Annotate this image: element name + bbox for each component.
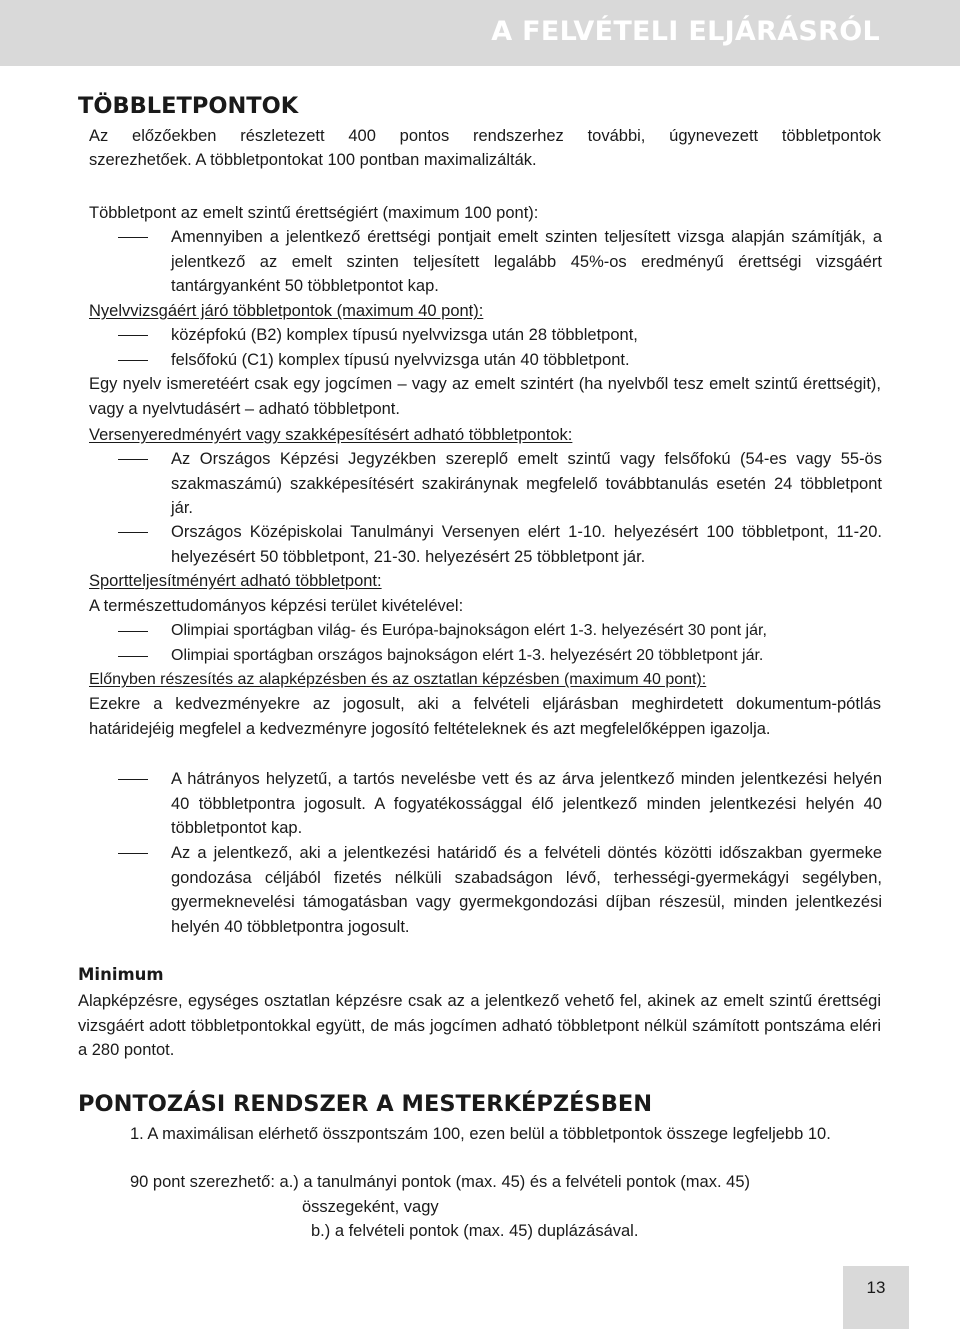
intro-line-1: Az előzőekben részletezett 400 pontos rendszerhez további, úgynevezett többletpontok [89, 127, 881, 145]
minimum-text: Alapképzésre, egységes osztatlan képzésre csak az a jelentkező vehető fel, akinek az emelt szintű érettségi vizsgáért adott többletpontokkal együtt, de más jogcímen adható többletpont nélkül számított pontszáma eléri a 280 pontot. [78, 992, 881, 1060]
mester-line-b: b.) a felvételi pontok (max. 45) duplázásával. [311, 1222, 639, 1240]
page-number-box [843, 1266, 909, 1329]
dash-bullet [118, 532, 148, 533]
verseny-title: Versenyeredményért vagy szakképesítésért adható többletpontok: [89, 426, 573, 444]
elonyben-item-2: Az a jelentkező, aki a jelentkezési határidő és a felvételi döntés közötti időszakban gyermeke gondozása céljából fizetés nélküli szabadságon lévő, terhességi-gyermekágyi segélyben, gyermeknevelési támogatásban vagy gyermekgondozási díjban részesül, minden jelentkezési helyén 40 többletpontra jogosult. [171, 844, 882, 936]
dash-bullet [118, 656, 148, 657]
dash-bullet [118, 459, 148, 460]
dash-bullet [118, 853, 148, 854]
heading-minimum: Minimum [78, 965, 164, 984]
nyelv-note: Egy nyelv ismeretéért csak egy jogcímen – vagy az emelt szintért (ha nyelvből tesz emelt szintű érettségit), vagy a nyelvtudásért – adható többletpont. [89, 375, 881, 418]
elonyben-item-1: A hátrányos helyzetű, a tartós nevelésbe vett és az árva jelentkező minden jelentkezési helyén 40 többletpontra jogosult. A fogyatékossággal élő jelentkező minden jelentkezési helyén 40 többletpontot kap. [171, 770, 882, 838]
intro-line-2: szerezhetőek. A többletpontokat 100 pontban maximalizálták. [89, 151, 537, 169]
nyelv-title: Nyelvvizsgáért járó többletpontok (maximum 40 pont): [89, 302, 484, 320]
sport-item-2: Olimpiai sportágban országos bajnokságon elért 1-3. helyezésért 20 többletpont jár. [171, 647, 764, 664]
nyelv-item-2: felsőfokú (C1) komplex típusú nyelvvizsga után 40 többletpont. [171, 351, 630, 369]
page-number: 13 [866, 1278, 886, 1297]
nyelv-item-1: középfokú (B2) komplex típusú nyelvvizsga után 28 többletpont, [171, 326, 638, 344]
header-band [0, 0, 960, 66]
mester-item-1: 1. A maximálisan elérhető összpontszám 100, ezen belül a többletpontok összege legfeljebb 10. [130, 1125, 831, 1143]
elonyben-title: Előnyben részesítés az alapképzésben és az osztatlan képzésben (maximum 40 pont): [89, 671, 707, 688]
dash-bullet [118, 237, 148, 238]
chapter-title: A FELVÉTELI ELJÁRÁSRÓL [491, 16, 880, 47]
verseny-item-1: Az Országos Képzési Jegyzékben szereplő emelt szintű vagy felsőfokú (54-es vagy 55-ös szakmaszámú) szakképesítésért szakiránynak megfelelő továbbtanulás esetén 24 többletpont jár. [171, 450, 882, 518]
mester-line-90: 90 pont szerezhető: a.) a tanulmányi pontok (max. 45) és a felvételi pontok (max. 45) [130, 1173, 750, 1191]
heading-mesterkepzes: PONTOZÁSI RENDSZER A MESTERKÉPZÉSBEN [78, 1091, 653, 1117]
emelt-item-1: Amennyiben a jelentkező érettségi pontjait emelt szinten teljesített vizsga alapján számítják, a jelentkező az emelt szinten teljesített legalább 45%-os eredményű érettségi vizsgáért tantárgyanként 50 többletpontot kap. [171, 228, 882, 296]
sport-item-1: Olimpiai sportágban világ- és Európa-bajnokságon elért 1-3. helyezésért 30 pont jár, [171, 622, 767, 639]
verseny-item-2: Országos Középiskolai Tanulmányi Versenyen elért 1-10. helyezésért 100 többletpont, 11-20. helyezésért 50 többletpont, 21-30. helyezésért 25 többletpont jár. [171, 523, 882, 566]
heading-tobbletpontok: TÖBBLETPONTOK [78, 93, 299, 119]
dash-bullet [118, 360, 148, 361]
sport-subtitle: A természettudományos képzési terület kivételével: [89, 597, 464, 615]
dash-bullet [118, 631, 148, 632]
emelt-title: Többletpont az emelt szintű érettségiért (maximum 100 pont): [89, 204, 539, 222]
elonyben-text: Ezekre a kedvezményekre az jogosult, aki a felvételi eljárásban meghirdetett dokumentum-pótlás határidejéig megfelel a kedvezményre jogosító feltételeknek és azt megfelelőképpen igazolja. [89, 695, 881, 738]
sport-title: Sportteljesítményért adható többletpont: [89, 572, 382, 590]
mester-line-osszeg: összegeként, vagy [302, 1198, 439, 1216]
dash-bullet [118, 779, 148, 780]
dash-bullet [118, 335, 148, 336]
